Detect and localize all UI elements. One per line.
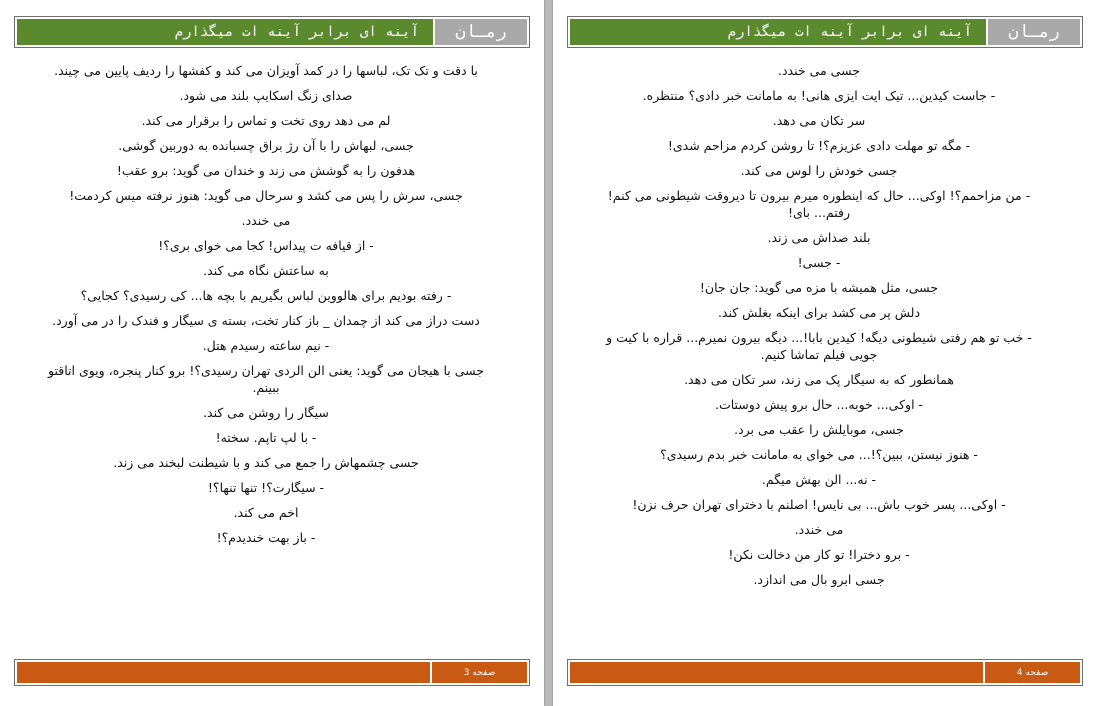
paragraph: - جسی! xyxy=(797,255,841,270)
page-footer xyxy=(14,659,530,686)
paragraph: هدفون را به گوشش می زند و خندان می گوید: برو عقب! xyxy=(116,163,416,178)
paragraph: - هنوز نیستن، ببین؟!... می خوای به مامانت خبر بدم رسیدی؟ xyxy=(660,447,978,462)
paragraph: - اوکی... پسر خوب باش... بی نایس! اصلنم با دخترای تهران حرف نزن! xyxy=(632,497,1006,512)
paragraph: همانطور که به سیگار پک می زند، سر تکان می دهد. xyxy=(684,372,954,387)
paragraph: - از قیافه ت پیداس! کجا می خوای بری؟! xyxy=(158,238,374,253)
paragraph: - نه... الن بهش میگم. xyxy=(761,472,877,487)
paragraph: سر تکان می دهد. xyxy=(772,113,866,128)
genre-label: رمـان xyxy=(988,19,1080,45)
genre-label: رمـان xyxy=(435,19,527,45)
paragraph: جسی، لبهاش را با آن رژ براق چسبانده به دوربین گوشی. xyxy=(118,138,414,153)
page-header xyxy=(14,16,530,48)
paragraph: اخم می کند. xyxy=(233,505,299,520)
paragraph: دلش پر می کشد برای اینکه بغلش کند. xyxy=(717,305,921,320)
paragraph: جسی، مثل همیشه با مزه می گوید: جان جان! xyxy=(699,280,939,295)
page-3 xyxy=(0,0,544,706)
page-body xyxy=(40,62,492,554)
page-number: صفحه 3 xyxy=(432,662,527,683)
page-4 xyxy=(553,0,1097,706)
paragraph: - سیگارت؟! تنها تنها؟! xyxy=(207,480,325,495)
paragraph: جسی، موبایلش را عقب می برد. xyxy=(734,422,904,437)
paragraph: - اوکی... خوبه... حال برو پیش دوستات. xyxy=(714,397,924,412)
paragraph: جسی چشمهاش را جمع می کند و با شیطنت لبخند می زند. xyxy=(113,455,419,470)
paragraph: - رفته بودیم برای هالووین لباس بگیریم با بچه ها... کی رسیدی؟ کجایی؟ xyxy=(80,288,452,303)
paragraph: صدای زنگ اسکایپ بلند می شود. xyxy=(179,88,353,103)
paragraph: می خندد. xyxy=(241,213,291,228)
paragraph: جسی می خندد. xyxy=(778,63,860,78)
paragraph: - نیم ساعته رسیدم هتل. xyxy=(202,338,330,353)
page-body xyxy=(593,62,1045,596)
page-number: صفحه 4 xyxy=(985,662,1080,683)
paragraph: - با لپ تاپم. سخته! xyxy=(215,430,317,445)
paragraph: - من مزاحمم؟! اوکی... حال که اینطوره میرم بیرون تا دیروقت شیطونی می کنم! رفتم... بای! xyxy=(607,188,1031,220)
paragraph: دست دراز می کند از چمدان _ باز کنار تخت، بسته ی سیگار و فندک را در می آورد. xyxy=(52,313,480,328)
paragraph: لم می دهد روی تخت و تماس را برقرار می کند. xyxy=(141,113,391,128)
paragraph: جسی ابرو بال می اندازد. xyxy=(753,572,885,587)
paragraph: - باز بهت خندیدم؟! xyxy=(216,530,316,545)
paragraph: می خندد. xyxy=(794,522,844,537)
paragraph: به ساعتش نگاه می کند. xyxy=(203,263,329,278)
paragraph: جسی، سرش را پس می کشد و سرحال می گوید: هنوز نرفته میس کردمت! xyxy=(69,188,463,203)
book-title: آینه ای برابر آینه ات میگذارم xyxy=(17,19,433,45)
page-footer xyxy=(567,659,1083,686)
paragraph: سیگار را روشن می کند. xyxy=(203,405,329,420)
paragraph: - مگه تو مهلت دادی عزیزم؟! تا روشن کردم مزاحم شدی! xyxy=(667,138,971,153)
footer-bar xyxy=(570,662,983,683)
footer-bar xyxy=(17,662,430,683)
paragraph: - برو دخترا! تو کار من دخالت نکن! xyxy=(728,547,910,562)
page-header xyxy=(567,16,1083,48)
paragraph: بلند صداش می زند. xyxy=(767,230,871,245)
paragraph: - جاست کیدین... تیک ایت ایزی هانی! به مامانت خبر دادی؟ منتظره. xyxy=(642,88,996,103)
paragraph: با دقت و تک تک، لباسها را در کمد آویزان می کند و کفشها را ردیف پایین می چیند. xyxy=(54,63,478,78)
paragraph: - خب تو هم رفتی شیطونی دیگه! کیدین بابا!... دیگه بیرون نمیرم... قراره با کیت و جویی فیلم تماشا کنیم. xyxy=(606,330,1032,362)
paragraph: جسی با هیجان می گوید: یعنی الن الردی تهران رسیدی؟! برو کنار پنجره، ویوی اتاقتو ببینم. xyxy=(48,363,484,395)
paragraph: جسی خودش را لوس می کند. xyxy=(740,163,898,178)
book-title: آینه ای برابر آینه ات میگذارم xyxy=(570,19,986,45)
